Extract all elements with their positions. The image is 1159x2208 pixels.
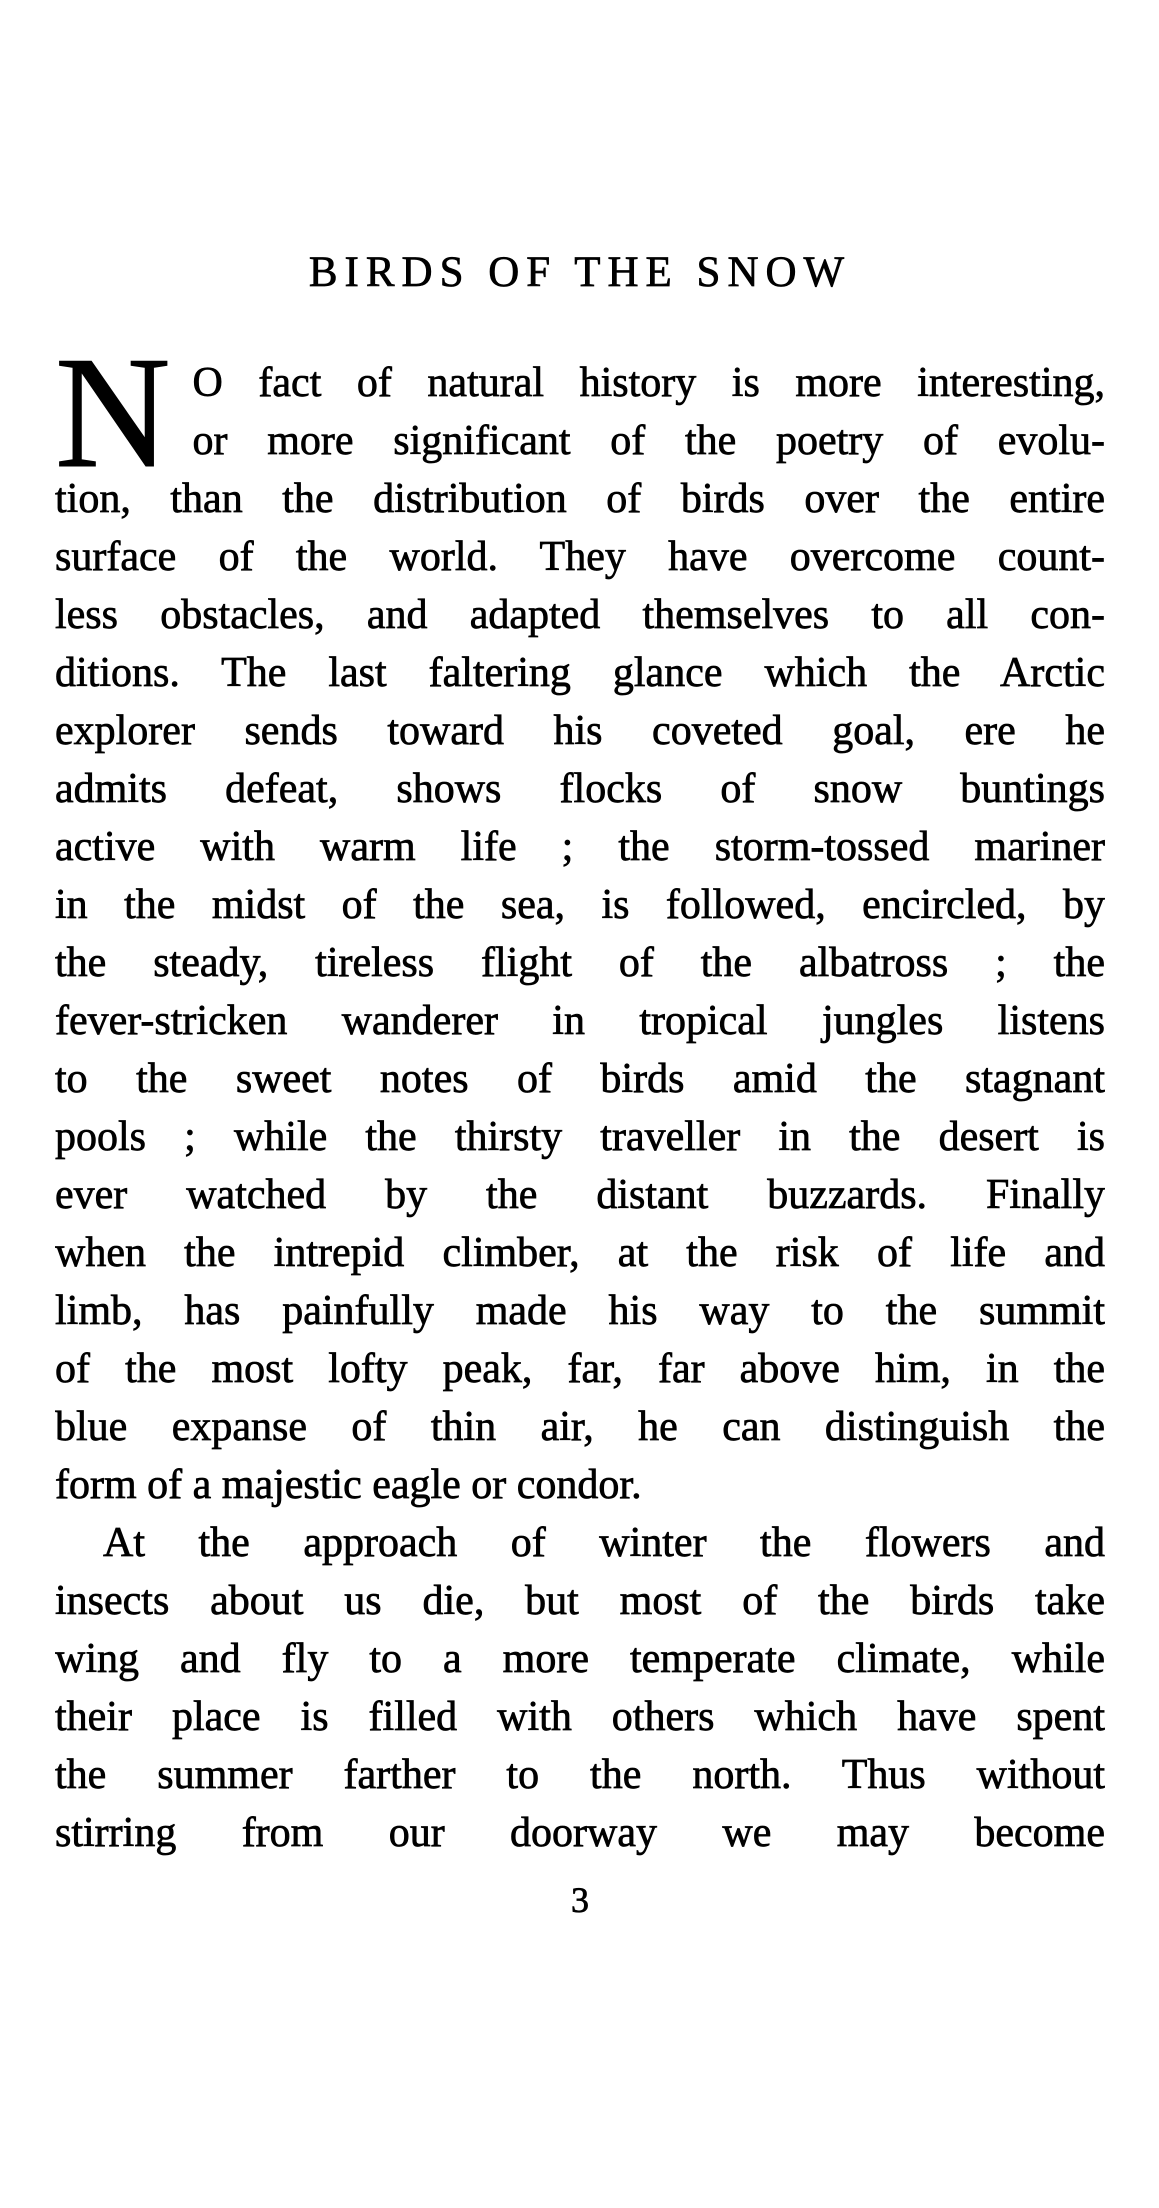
text-line: admits defeat, shows flocks of snow buntings bbox=[55, 766, 1105, 812]
text-line: explorer sends toward his coveted goal, ere he bbox=[55, 708, 1105, 754]
text-line: stirring from our doorway we may become bbox=[55, 1810, 1105, 1856]
text-line: less obstacles, and adapted themselves to all con- bbox=[55, 592, 1105, 638]
text-line: pools ; while the thirsty traveller in the desert is bbox=[55, 1114, 1105, 1160]
text-line: ever watched by the distant buzzards. Finally bbox=[55, 1172, 1105, 1218]
text-line: their place is filled with others which have spent bbox=[55, 1694, 1105, 1740]
book-page bbox=[0, 248, 1159, 2208]
text-line: of the most lofty peak, far, far above him, in the bbox=[55, 1346, 1105, 1392]
text-line: when the intrepid climber, at the risk of life and bbox=[55, 1230, 1105, 1276]
paragraph-2 bbox=[55, 1514, 1105, 1862]
text-line: the steady, tireless flight of the albatross ; the bbox=[55, 940, 1105, 986]
text-line: fever-stricken wanderer in tropical jungles listens bbox=[55, 998, 1105, 1044]
text-line: wing and fly to a more temperate climate, while bbox=[55, 1636, 1105, 1682]
page-number: 3 bbox=[571, 1880, 589, 1920]
drop-cap: N bbox=[55, 323, 171, 501]
text-line: active with warm life ; the storm-tossed mariner bbox=[55, 824, 1105, 870]
text-line: surface of the world. They have overcome count- bbox=[55, 534, 1105, 580]
text-line: tion, than the distribution of birds over the entire bbox=[55, 476, 1105, 522]
text-line: in the midst of the sea, is followed, encircled, by bbox=[55, 882, 1105, 928]
text-line: At the approach of winter the flowers and bbox=[103, 1520, 1105, 1566]
page-title: BIRDS OF THE SNOW bbox=[308, 249, 852, 296]
text-line: or more significant of the poetry of evolu- bbox=[192, 418, 1105, 464]
text-line: insects about us die, but most of the birds take bbox=[55, 1578, 1105, 1624]
text-line: ditions. The last faltering glance which the Arctic bbox=[55, 650, 1105, 696]
text-line: O fact of natural history is more interesting, bbox=[192, 360, 1105, 406]
text-line: limb, has painfully made his way to the summit bbox=[55, 1288, 1105, 1334]
text-line: form of a majestic eagle or condor. bbox=[55, 1462, 642, 1508]
text-line: blue expanse of thin air, he can distinguish the bbox=[55, 1404, 1105, 1450]
text-line: to the sweet notes of birds amid the stagnant bbox=[55, 1056, 1105, 1102]
paragraph-1 bbox=[55, 323, 1105, 1514]
text-line: the summer farther to the north. Thus without bbox=[55, 1752, 1105, 1798]
